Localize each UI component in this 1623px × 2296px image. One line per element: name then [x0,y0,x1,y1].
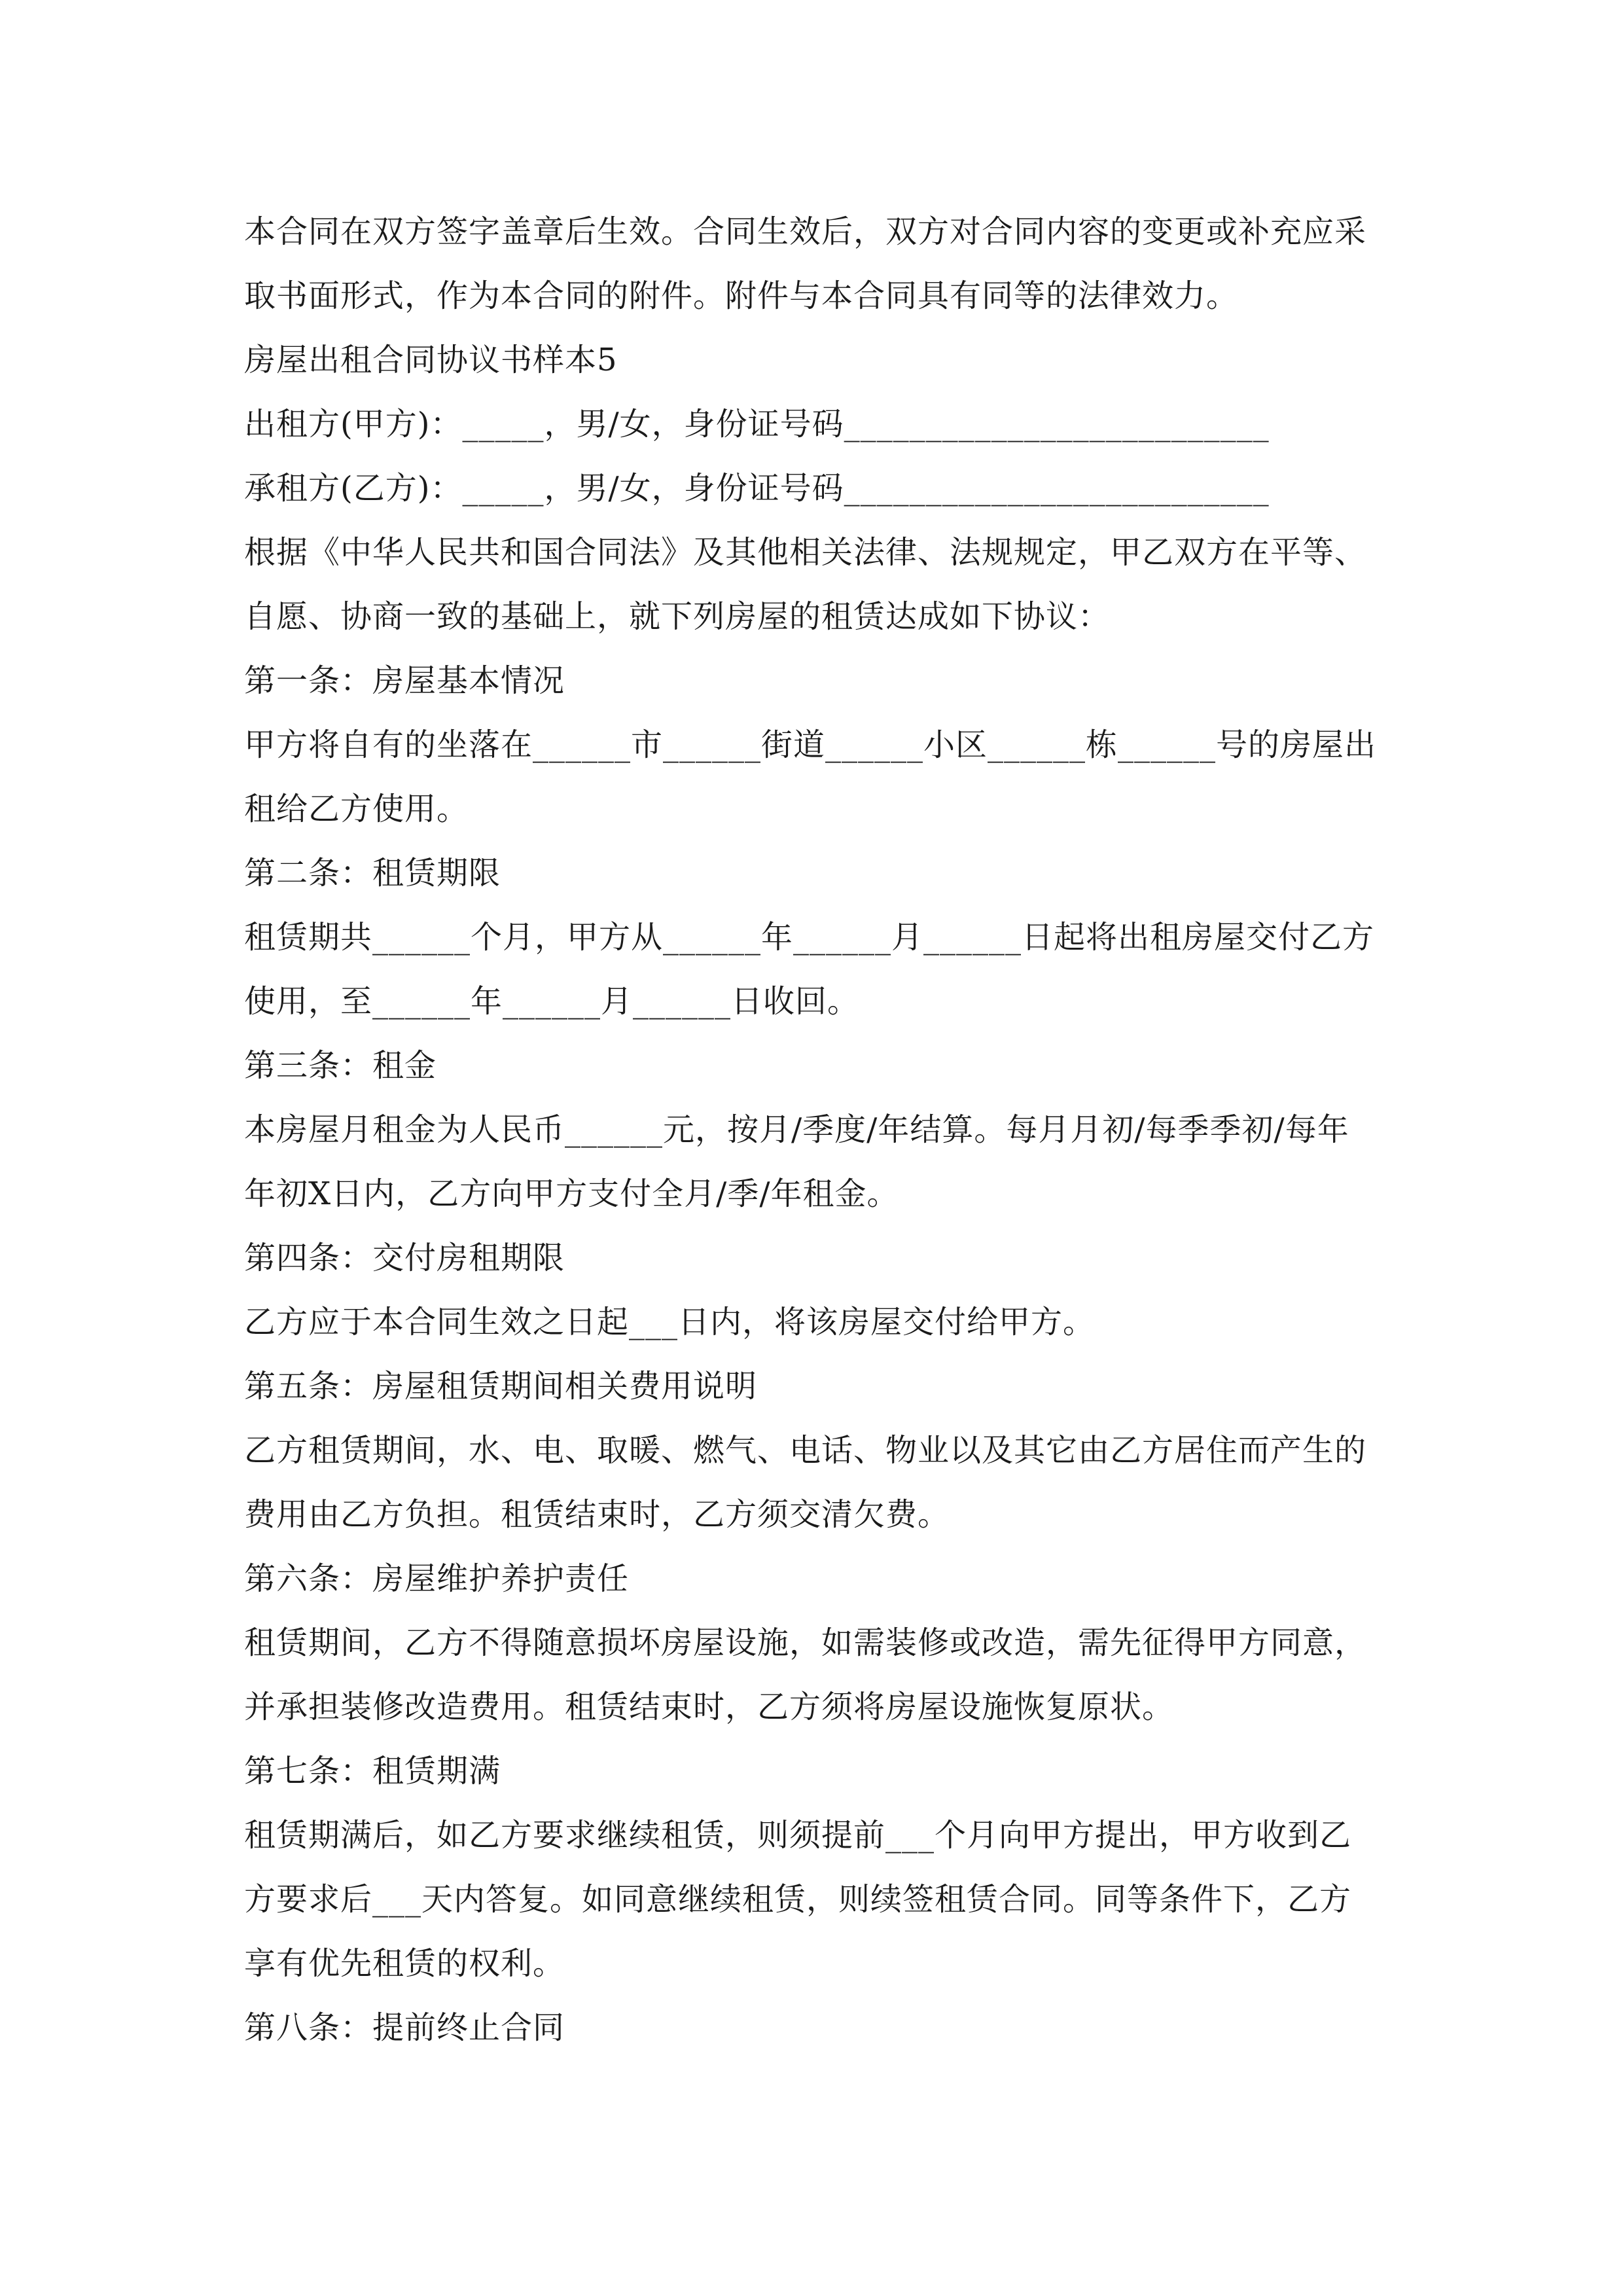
paragraph-line: 根据《中华人民共和国合同法》及其他相关法律、法规规定，甲乙双方在平等、 [244,534,1367,571]
paragraph-line: 并承担装修改造费用。租赁结束时，乙方须将房屋设施恢复原状。 [244,1689,1175,1725]
paragraph-line: 甲方将自有的坐落在______市______街道______小区______栋______号的房屋出 [244,726,1377,763]
lessor-line: 出租方(甲方)：_____，男/女，身份证号码__________________________ [244,406,1270,442]
article-heading: 第六条：房屋维护养护责任 [244,1560,630,1597]
article-heading: 第四条：交付房租期限 [244,1240,565,1276]
article-heading: 第二条：租赁期限 [244,855,501,891]
lessee-line: 承租方(乙方)：_____，男/女，身份证号码__________________________ [244,470,1270,507]
article-heading: 第三条：租金 [244,1047,437,1084]
paragraph-line: 方要求后___天内答复。如同意继续租赁，则续签租赁合同。同等条件下，乙方 [244,1881,1352,1918]
paragraph-line: 费用由乙方负担。租赁结束时，乙方须交清欠费。 [244,1496,950,1533]
paragraph-line: 乙方租赁期间，水、电、取暖、燃气、电话、物业以及其它由乙方居住而产生的 [244,1432,1367,1469]
paragraph-line: 本合同在双方签字盖章后生效。合同生效后，双方对合同内容的变更或补充应采 [244,213,1367,250]
paragraph-line: 租赁期满后，如乙方要求继续租赁，则须提前___个月向甲方提出，甲方收到乙 [244,1817,1352,1854]
section-title: 房屋出租合同协议书样本5 [244,342,618,378]
paragraph-line: 享有优先租赁的权利。 [244,1945,565,1982]
paragraph-line: 本房屋月租金为人民币______元，按月/季度/年结算。每月月初/每季季初/每年 [244,1111,1349,1148]
paragraph-line: 租赁期共______个月，甲方从______年______月______日起将出租房屋交付乙方 [244,919,1375,956]
paragraph-line: 乙方应于本合同生效之日起___日内，将该房屋交付给甲方。 [244,1304,1096,1340]
article-heading: 第五条：房屋租赁期间相关费用说明 [244,1368,758,1405]
article-heading: 第七条：租赁期满 [244,1753,501,1789]
paragraph-line: 取书面形式，作为本合同的附件。附件与本合同具有同等的法律效力。 [244,278,1239,314]
paragraph-line: 租给乙方使用。 [244,791,469,827]
paragraph-line: 租赁期间，乙方不得随意损坏房屋设施，如需装修或改造，需先征得甲方同意， [244,1624,1367,1661]
document-body [244,200,1383,2060]
paragraph-line: 使用，至______年______月______日收回。 [244,983,860,1020]
article-heading: 第八条：提前终止合同 [244,2009,565,2046]
paragraph-line: 年初X日内，乙方向甲方支付全月/季/年租金。 [244,1175,899,1212]
article-heading: 第一条：房屋基本情况 [244,662,565,699]
paragraph-line: 自愿、协商一致的基础上，就下列房屋的租赁达成如下协议： [244,598,1111,635]
